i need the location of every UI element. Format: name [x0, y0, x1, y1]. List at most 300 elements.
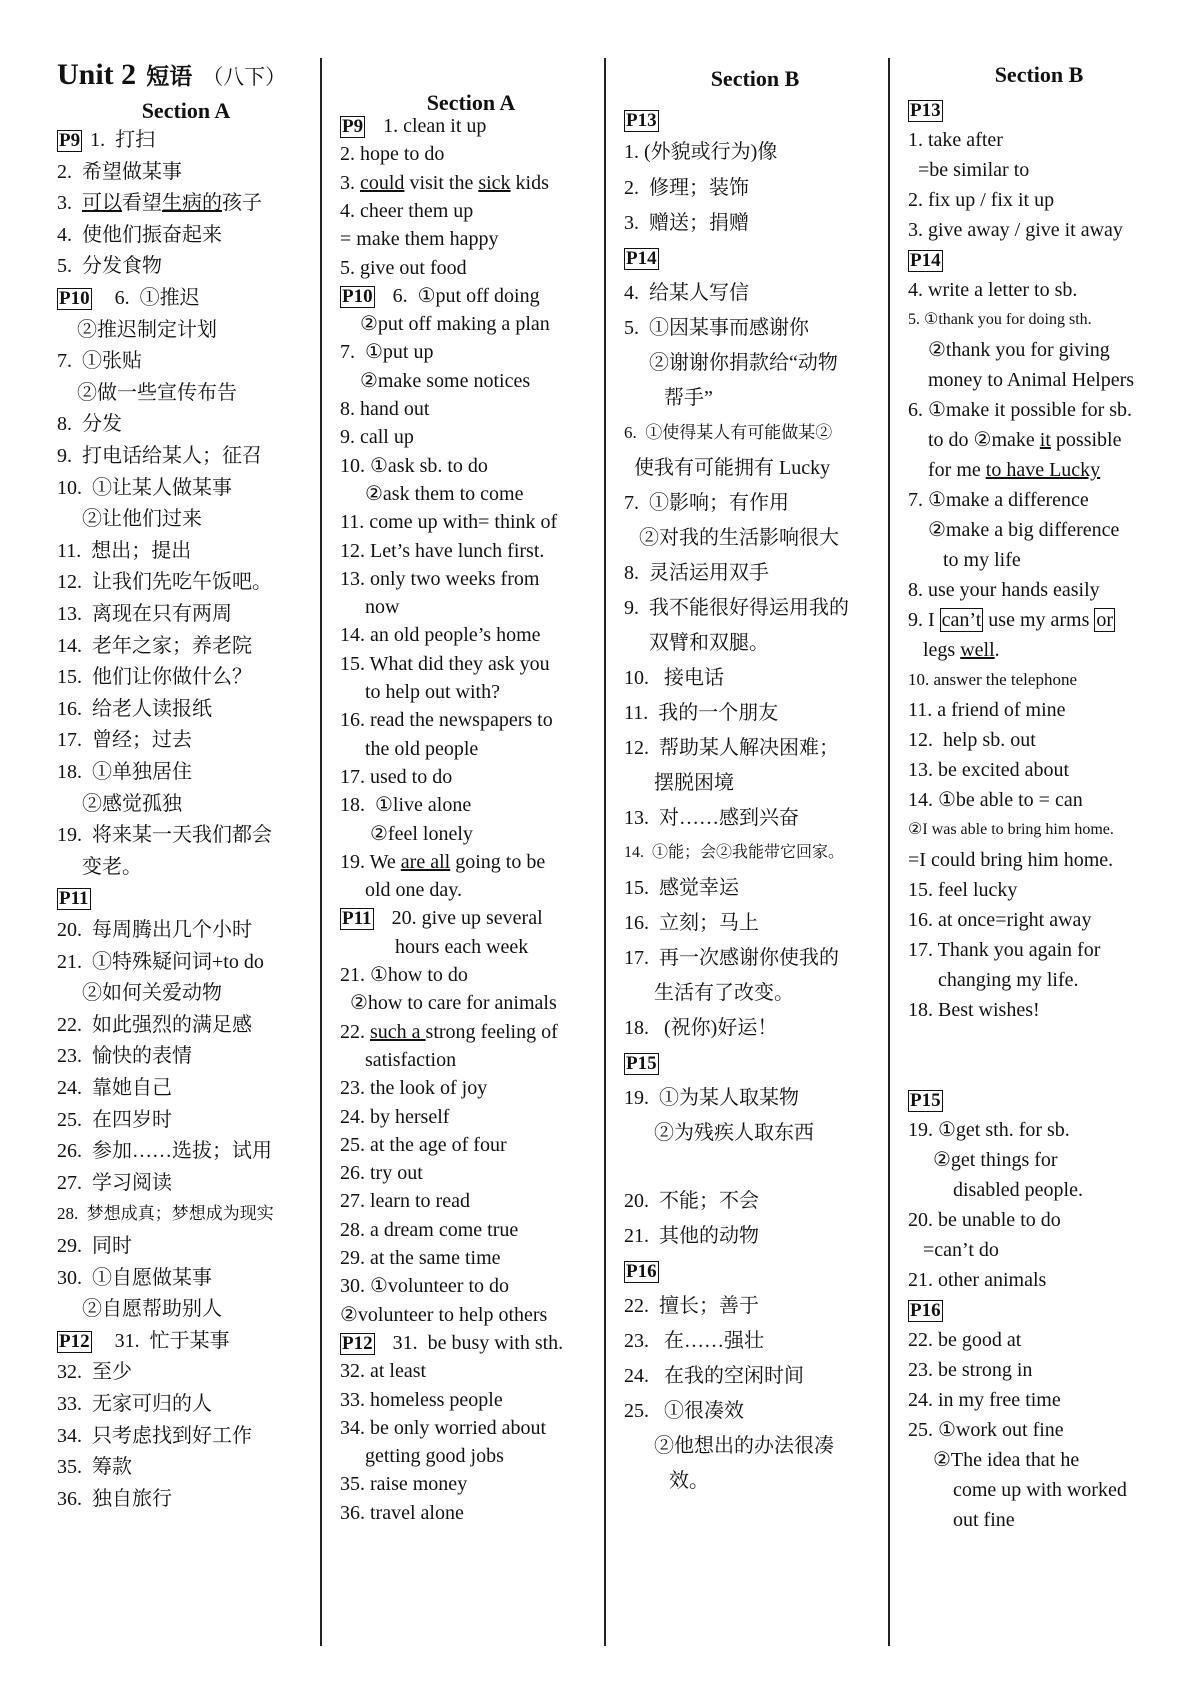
- phrase-text: 3.: [340, 172, 360, 194]
- phrase-text: 效。: [624, 1470, 709, 1492]
- phrase-item: [624, 1329, 764, 1353]
- page-marker-line: [340, 1331, 563, 1355]
- phrase-text: 20. give up several: [381, 907, 543, 929]
- phrase-text: 29. at the same time: [340, 1247, 501, 1269]
- section-heading: Section B: [710, 66, 800, 91]
- phrase-item: [340, 142, 444, 166]
- phrase-item: [908, 698, 1066, 722]
- phrase-text: visit the: [404, 172, 479, 194]
- phrase-item: [57, 476, 232, 500]
- phrase-item: [908, 1208, 1061, 1232]
- phrase-text: 29. 同时: [57, 1235, 132, 1257]
- phrase-text: 23. be strong in: [908, 1359, 1033, 1381]
- page-number-box: P11: [342, 908, 372, 929]
- phrase-text: 6. ①make it possible for sb.: [908, 399, 1133, 421]
- phrase-item: [340, 1020, 558, 1044]
- phrase-text: 35. raise money: [340, 1473, 468, 1495]
- phrase-text: 32. 至少: [57, 1361, 132, 1383]
- phrase-text: 10. ①让某人做某事: [57, 477, 232, 499]
- phrase-item: [57, 1487, 172, 1511]
- phrase-text: ②thank you for giving: [908, 339, 1110, 361]
- phrase-text: 21. ①how to do: [340, 964, 468, 986]
- phrase-text: 13. be excited about: [908, 759, 1070, 781]
- phrase-item: [908, 818, 1114, 842]
- unit-grade: （八下）: [202, 65, 287, 89]
- phrase-item: [57, 318, 217, 342]
- page-marker-line: [624, 108, 667, 132]
- phrase-text: .: [994, 639, 1000, 661]
- phrase-text: 19. ①get sth. for sb.: [908, 1119, 1070, 1141]
- phrase-text: 24. 在我的空闲时间: [624, 1365, 804, 1387]
- underlined-word: it: [1039, 429, 1051, 451]
- phrase-text: disabled people.: [908, 1179, 1083, 1201]
- phrase-text: 9. I: [908, 609, 940, 631]
- phrase-item: [57, 1108, 172, 1132]
- phrase-text: 3. 赠送；捐赠: [624, 212, 749, 234]
- phrase-item: [624, 456, 830, 480]
- phrase-text: money to Animal Helpers: [908, 369, 1135, 391]
- phrase-text: ②推迟制定计划: [57, 319, 217, 341]
- phrase-item: [624, 1434, 834, 1458]
- phrase-item: [908, 1448, 1079, 1472]
- phrase-item: [340, 1501, 464, 1525]
- phrase-text: going to be: [450, 851, 546, 873]
- phrase-item: [908, 218, 1123, 242]
- phrase-item: [57, 1297, 222, 1321]
- phrase-text: 摆脱困境: [624, 772, 734, 794]
- phrase-text: 4. 使他们振奋起来: [57, 224, 222, 246]
- phrase-item: [624, 666, 724, 690]
- phrase-item: [908, 878, 1017, 902]
- phrase-item: [624, 1016, 777, 1040]
- phrase-item: [340, 1444, 504, 1468]
- phrase-item: [908, 1358, 1032, 1382]
- phrase-item: [340, 397, 429, 421]
- phrase-text: 17. Thank you again for: [908, 939, 1101, 961]
- phrase-text: 11. a friend of mine: [908, 699, 1066, 721]
- phrase-text: use my arms: [983, 609, 1095, 631]
- phrase-text: now: [340, 596, 400, 618]
- phrase-text: 4. cheer them up: [340, 200, 474, 222]
- phrase-text: 使我有可能拥有 Lucky: [624, 457, 831, 479]
- column-divider: [320, 58, 322, 1646]
- phrase-text: 22. be good at: [908, 1329, 1022, 1351]
- phrase-item: [340, 482, 523, 506]
- page-number-box: P11: [59, 888, 89, 909]
- phrase-text: 33. homeless people: [340, 1389, 503, 1411]
- phrase-item: [57, 1392, 212, 1416]
- phrase-item: [57, 1266, 212, 1290]
- phrase-text: 11. 想出；提出: [57, 540, 192, 562]
- phrase-text: 8. 分发: [57, 413, 122, 435]
- page-marker-line: [624, 246, 667, 270]
- phrase-text: ②感觉孤独: [57, 793, 182, 815]
- phrase-item: [57, 1234, 132, 1258]
- phrase-text: come up with worked: [908, 1479, 1127, 1501]
- phrase-item: [57, 981, 222, 1005]
- phrase-text: 25. ①work out fine: [908, 1419, 1064, 1441]
- phrase-item: [57, 1171, 172, 1195]
- phrase-text: 30. ①自愿做某事: [57, 1267, 212, 1289]
- phrase-item: [340, 793, 471, 817]
- unit-subtitle: 短语: [146, 64, 193, 89]
- phrase-text: 16. 给老人读报纸: [57, 698, 212, 720]
- phrase-text: 13. 离现在只有两周: [57, 603, 232, 625]
- phrase-item: [908, 188, 1054, 212]
- page-number-box: P12: [342, 1333, 373, 1354]
- phrase-item: [908, 158, 1029, 182]
- phrase-text: 14. an old people’s home: [340, 624, 541, 646]
- phrase-item: [624, 421, 832, 445]
- phrase-text: 17. used to do: [340, 766, 453, 788]
- phrase-text: 33. 无家可归的人: [57, 1393, 212, 1415]
- phrase-text: 18. ①live alone: [340, 794, 472, 816]
- phrase-text: 12. 帮助某人解决困难；: [624, 737, 839, 759]
- phrase-item: [624, 351, 838, 375]
- phrase-item: [908, 1418, 1064, 1442]
- phrase-item: [340, 850, 545, 874]
- phrase-text: 16. read the newspapers to: [340, 709, 553, 731]
- phrase-text: 25. at the age of four: [340, 1134, 507, 1156]
- phrase-text: 15. What did they ask you: [340, 653, 550, 675]
- phrase-text: 6. ①使得某人有可能做某②: [624, 423, 833, 442]
- phrase-text: 24. in my free time: [908, 1389, 1061, 1411]
- phrase-item: [908, 1148, 1058, 1172]
- phrase-text: 17. 再一次感谢你使我的: [624, 947, 839, 969]
- phrase-text: possible: [1050, 429, 1122, 451]
- phrase-item: [908, 608, 1115, 632]
- phrase-item: [340, 1472, 467, 1496]
- phrase-item: [908, 1508, 1015, 1532]
- phrase-item: [908, 548, 1021, 572]
- phrase-item: [908, 308, 1092, 332]
- phrase-text: 20. be unable to do: [908, 1209, 1061, 1231]
- phrase-item: [57, 1455, 132, 1479]
- phrase-text: 12. help sb. out: [908, 729, 1036, 751]
- phrase-text: 5. ①thank you for doing sth.: [908, 311, 1092, 328]
- section-heading: Section B: [994, 62, 1084, 87]
- page-number-box: P14: [910, 250, 941, 271]
- phrase-text: 26. 参加……选拔；试用: [57, 1140, 272, 1162]
- phrase-text: 16. 立刻；马上: [624, 912, 759, 934]
- phrase-item: [340, 595, 399, 619]
- phrase-item: [340, 312, 550, 336]
- phrase-item: [57, 855, 142, 879]
- phrase-text: ②谢谢你捐款给“动物: [624, 352, 838, 374]
- phrase-item: [624, 736, 839, 760]
- phrase-text: 11. 我的一个朋友: [624, 702, 779, 724]
- phrase-item: [908, 458, 1100, 482]
- phrase-item: [624, 1364, 804, 1388]
- phrase-text: 6. ①put off doing: [382, 285, 540, 307]
- phrase-item: [340, 1218, 518, 1242]
- phrase-text: legs: [908, 639, 961, 661]
- phrase-text: 23. 在……强壮: [624, 1330, 764, 1352]
- phrase-text: 生活有了改变。: [624, 982, 794, 1004]
- phrase-item: [908, 1178, 1083, 1202]
- phrase-item: [57, 1076, 172, 1100]
- phrase-text: ②I was able to bring him home.: [908, 821, 1114, 838]
- page-number-box: P16: [910, 1300, 941, 1321]
- phrase-text: 帮手”: [624, 387, 713, 409]
- phrase-text: 8. hand out: [340, 398, 430, 420]
- phrase-item: [908, 278, 1077, 302]
- phrase-text: 27. learn to read: [340, 1190, 470, 1212]
- phrase-item: [57, 223, 222, 247]
- phrase-text: 15. 感觉幸运: [624, 877, 739, 899]
- phrase-text: 36. travel alone: [340, 1502, 464, 1524]
- page-number-box: P12: [59, 1331, 90, 1352]
- phrase-text: 30. ①volunteer to do: [340, 1275, 510, 1297]
- phrase-text: 22. 如此强烈的满足感: [57, 1014, 252, 1036]
- phrase-text: 9. call up: [340, 426, 414, 448]
- phrase-item: [624, 491, 789, 515]
- phrase-item: [340, 991, 557, 1015]
- phrase-item: [57, 1424, 252, 1448]
- phrase-text: ②volunteer to help others: [340, 1304, 548, 1326]
- phrase-item: [340, 539, 544, 563]
- phrase-text: 7. ①影响；有作用: [624, 492, 789, 514]
- phrase-text: 20. 每周腾出几个小时: [57, 919, 252, 941]
- phrase-item: [908, 1388, 1061, 1412]
- phrase-item: [340, 1105, 449, 1129]
- phrase-text: 26. try out: [340, 1162, 423, 1184]
- phrase-item: [908, 728, 1036, 752]
- phrase-text: 14. ①能；会②我能带它回家。: [624, 844, 845, 861]
- phrase-item: [908, 998, 1040, 1022]
- phrase-text: ②get things for: [908, 1149, 1058, 1171]
- phrase-item: [340, 256, 467, 280]
- page-number-box: P10: [342, 286, 373, 307]
- page-marker-line: [908, 1298, 951, 1322]
- phrase-text: ②为残疾人取东西: [624, 1122, 814, 1144]
- phrase-item: [57, 792, 182, 816]
- phrase-text: 17. 曾经；过去: [57, 729, 192, 751]
- underlined-word: to have Lucky: [985, 459, 1101, 481]
- page-marker-line: [340, 906, 543, 930]
- phrase-text: 18. Best wishes!: [908, 999, 1040, 1021]
- phrase-text: 3. give away / give it away: [908, 219, 1123, 241]
- page-marker-line: [57, 1329, 230, 1353]
- phrase-text: ②how to care for animals: [340, 992, 557, 1014]
- phrase-text: 7. ①make a difference: [908, 489, 1089, 511]
- phrase-text: 8. 灵活运用双手: [624, 562, 769, 584]
- phrase-text: 3.: [57, 192, 82, 214]
- phrase-item: [57, 1044, 192, 1068]
- phrase-text: 7. ①put up: [340, 341, 434, 363]
- boxed-word: or: [1096, 609, 1114, 631]
- phrase-text: 13. 对……感到兴奋: [624, 807, 799, 829]
- phrase-item: [908, 338, 1110, 362]
- phrase-item: [340, 425, 414, 449]
- page-marker-line: [908, 98, 951, 122]
- phrase-item: [908, 938, 1100, 962]
- phrase-text: 24. 靠她自己: [57, 1077, 172, 1099]
- phrase-item: [340, 765, 452, 789]
- phrase-text: 15. feel lucky: [908, 879, 1018, 901]
- phrase-item: [340, 1416, 546, 1440]
- phrase-text: ②做一些宣传布告: [57, 382, 237, 404]
- phrase-text: 16. at once=right away: [908, 909, 1092, 931]
- phrase-item: [57, 444, 262, 468]
- phrase-item: [340, 1133, 507, 1157]
- phrase-item: [57, 254, 162, 278]
- phrase-item: [57, 381, 237, 405]
- page-marker-line: [57, 128, 155, 152]
- phrase-item: [624, 526, 839, 550]
- phrase-item: [57, 570, 272, 594]
- phrase-item: [340, 567, 539, 591]
- phrase-text: 25. ①很凑效: [624, 1400, 744, 1422]
- page-marker-line: [624, 1259, 667, 1283]
- phrase-item: [340, 340, 434, 364]
- phrase-item: [340, 1048, 456, 1072]
- phrase-item: [908, 758, 1069, 782]
- phrase-item: [908, 488, 1089, 512]
- phrase-text: strong feeling of: [425, 1021, 558, 1043]
- phrase-item: [624, 946, 839, 970]
- phrase-item: [908, 1238, 999, 1262]
- phrase-item: [624, 140, 777, 164]
- phrase-text: =I could bring him home.: [908, 849, 1114, 871]
- phrase-item: [57, 349, 142, 373]
- phrase-item: [908, 1478, 1127, 1502]
- phrase-item: [624, 1399, 744, 1423]
- phrase-item: [57, 539, 191, 563]
- page-number-box: P14: [626, 248, 657, 269]
- page-number-box: P13: [626, 110, 657, 131]
- phrase-item: [340, 1161, 423, 1185]
- phrase-text: 5. give out food: [340, 257, 467, 279]
- phrase-item: [624, 911, 759, 935]
- phrase-item: [624, 701, 778, 725]
- page-marker-line: [908, 248, 951, 272]
- section-heading: Section A: [426, 90, 516, 115]
- underlined-word: could: [360, 172, 405, 194]
- phrase-item: [908, 578, 1100, 602]
- phrase-text: 32. at least: [340, 1360, 427, 1382]
- phrase-item: [340, 737, 478, 761]
- phrase-item: [57, 160, 182, 184]
- phrase-text: 27. 学习阅读: [57, 1172, 172, 1194]
- phrase-text: 变老。: [57, 856, 142, 878]
- phrase-text: 28. 梦想成真；梦想成为现实: [57, 1204, 274, 1223]
- phrase-text: ②让他们过来: [57, 508, 202, 530]
- phrase-text: 11. come up with= think of: [340, 511, 558, 533]
- phrase-item: [57, 412, 122, 436]
- page-number-box: P13: [910, 100, 941, 121]
- phrase-text: 18. (祝你)好运！: [624, 1017, 778, 1039]
- phrase-item: [340, 510, 557, 534]
- phrase-item: [57, 1013, 252, 1037]
- phrase-item: [624, 1224, 759, 1248]
- phrase-item: [624, 596, 849, 620]
- phrase-text: 2. hope to do: [340, 143, 445, 165]
- phrase-text: 21. ①特殊疑问词+to do: [57, 951, 264, 973]
- phrase-item: [57, 918, 252, 942]
- phrase-text: 34. be only worried about: [340, 1417, 547, 1439]
- phrase-item: [624, 771, 734, 795]
- phrase-item: [908, 518, 1119, 542]
- phrase-item: [57, 1360, 132, 1384]
- phrase-text: 19. ①为某人取某物: [624, 1087, 799, 1109]
- phrase-item: [624, 876, 739, 900]
- phrase-text: 4. 给某人写信: [624, 282, 749, 304]
- page-marker-line: [57, 886, 99, 910]
- phrase-item: [57, 697, 212, 721]
- phrase-text: 4. write a letter to sb.: [908, 279, 1078, 301]
- phrase-item: [340, 878, 462, 902]
- page-marker-line: [340, 284, 540, 308]
- phrase-item: [57, 665, 252, 689]
- phrase-text: satisfaction: [340, 1049, 457, 1071]
- phrase-item: [624, 1294, 759, 1318]
- phrase-text: to my life: [908, 549, 1021, 571]
- phrase-text: 双臂和双腿。: [624, 632, 769, 654]
- phrase-text: 25. 在四岁时: [57, 1109, 172, 1131]
- phrase-text: 20. 不能；不会: [624, 1190, 759, 1212]
- phrase-text: 24. by herself: [340, 1106, 450, 1128]
- phrase-item: [57, 823, 272, 847]
- phrase-text: 36. 独自旅行: [57, 1488, 172, 1510]
- phrase-item: [340, 199, 473, 223]
- phrase-item: [908, 968, 1079, 992]
- phrase-text: 13. only two weeks from: [340, 568, 540, 590]
- phrase-item: [57, 950, 264, 974]
- phrase-text: ②feel lonely: [340, 823, 473, 845]
- underlined-word: are all: [400, 851, 451, 873]
- phrase-text: 12. Let’s have lunch first.: [340, 540, 545, 562]
- phrase-item: [57, 728, 192, 752]
- page-number-box: P10: [59, 288, 90, 309]
- phrase-text: changing my life.: [908, 969, 1079, 991]
- page-number-box: P16: [626, 1261, 657, 1282]
- phrase-text: 14. ①be able to = can: [908, 789, 1083, 811]
- phrase-text: 1. (外貌或行为)像: [624, 141, 778, 163]
- phrase-text: 22. 擅长；善于: [624, 1295, 759, 1317]
- phrase-text: old one day.: [340, 879, 463, 901]
- phrase-text: 15. 他们让你做什么？: [57, 666, 252, 688]
- phrase-text: ②如何关爱动物: [57, 982, 222, 1004]
- phrase-text: 9. 我不能很好得运用我的: [624, 597, 849, 619]
- phrase-item: [624, 211, 749, 235]
- phrase-text: getting good jobs: [340, 1445, 504, 1467]
- phrase-item: [908, 1268, 1046, 1292]
- phrase-text: 7. ①张贴: [57, 350, 142, 372]
- phrase-text: 14. 老年之家；养老院: [57, 635, 252, 657]
- phrase-item: [57, 760, 192, 784]
- phrase-item: [908, 1328, 1021, 1352]
- phrase-text: 1. 打扫: [90, 129, 156, 151]
- phrase-item: [908, 638, 1000, 662]
- phrase-item: [57, 191, 262, 215]
- phrase-text: hours each week: [340, 936, 529, 958]
- underlined-word: 可以: [82, 192, 122, 214]
- phrase-item: [908, 128, 1003, 152]
- phrase-text: ②The idea that he: [908, 1449, 1080, 1471]
- page-number-box: P9: [342, 116, 364, 137]
- underlined-word: well: [960, 639, 995, 661]
- phrase-item: [57, 602, 232, 626]
- phrase-text: 18. ①单独居住: [57, 761, 192, 783]
- phrase-text: ②自愿帮助别人: [57, 1298, 222, 1320]
- boxed-word: can’t: [941, 609, 982, 631]
- phrase-item: [57, 1139, 272, 1163]
- page-number-box: P15: [626, 1053, 657, 1074]
- phrase-item: [340, 1274, 509, 1298]
- phrase-item: [57, 1202, 274, 1226]
- phrase-item: [57, 507, 202, 531]
